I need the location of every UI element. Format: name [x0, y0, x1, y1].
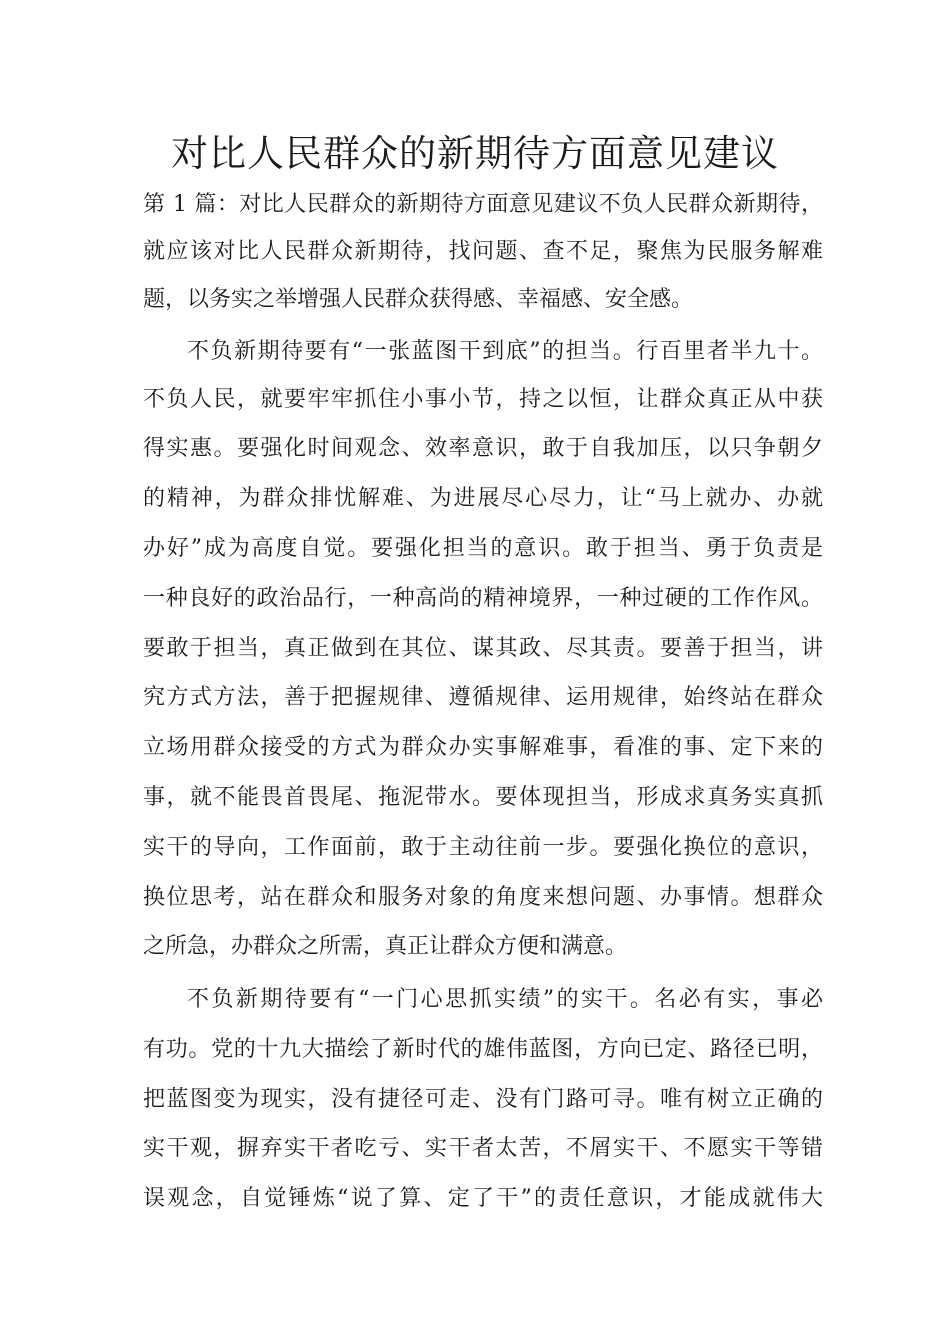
text-line: 的精神，为群众排忧解难、为进展尽心尽力，让“马上就办、办就 — [143, 486, 823, 511]
text-line: 不负人民，就要牢牢抓住小事小节，持之以恒，让群众真正从中获 — [143, 387, 823, 412]
text-line: 究方式方法，善于把握规律、遵循规律、运用规律，始终站在群众 — [143, 685, 823, 710]
text-line: 把蓝图变为现实，没有捷径可走、没有门路可寻。唯有树立正确的 — [143, 1087, 823, 1112]
paragraph-first-line: 不负新期待要有“一张蓝图干到底”的担当。行百里者半九十。 — [187, 339, 823, 364]
text-line: 实干观，摒弃实干者吃亏、实干者太苦，不屑实干、不愿实干等错 — [143, 1136, 823, 1161]
text-line: 第 1 篇：对比人民群众的新期待方面意见建议不负人民群众新期待， — [143, 192, 823, 217]
text-line: 误观念，自觉锤炼“说了算、定了干”的责任意识，才能成就伟大 — [143, 1186, 823, 1211]
text-line: 换位思考，站在群众和服务对象的角度来想问题、办事情。想群众 — [143, 885, 823, 910]
text-line: 立场用群众接受的方式为群众办实事解难事，看准的事、定下来的 — [143, 735, 823, 760]
text-line: 之所急，办群众之所需，真正让群众方便和满意。 — [143, 934, 628, 959]
text-line: 有功。党的十九大描绘了新时代的雄伟蓝图，方向已定、路径已明， — [143, 1037, 823, 1062]
text-line: 题，以务实之举增强人民群众获得感、幸福感、安全感。 — [143, 287, 694, 312]
text-line: 就应该对比人民群众新期待，找问题、查不足，聚焦为民服务解难 — [143, 239, 823, 264]
text-line: 事，就不能畏首畏尾、拖泥带水。要体现担当，形成求真务实真抓 — [143, 785, 823, 810]
text-line: 办好”成为高度自觉。要强化担当的意识。敢于担当、勇于负责是 — [143, 536, 823, 561]
document-title: 对比人民群众的新期待方面意见建议 — [171, 132, 779, 175]
text-line: 实干的导向，工作面前，敢于主动往前一步。要强化换位的意识， — [143, 835, 823, 860]
paragraph-first-line: 不负新期待要有“一门心思抓实绩”的实干。名必有实，事必 — [187, 987, 823, 1012]
text-line: 一种良好的政治品行，一种高尚的精神境界，一种过硬的工作作风。 — [143, 586, 823, 611]
text-line: 要敢于担当，真正做到在其位、谋其政、尽其责。要善于担当，讲 — [143, 636, 823, 661]
text-line: 得实惠。要强化时间观念、效率意识，敢于自我加压，以只争朝夕 — [143, 436, 823, 461]
